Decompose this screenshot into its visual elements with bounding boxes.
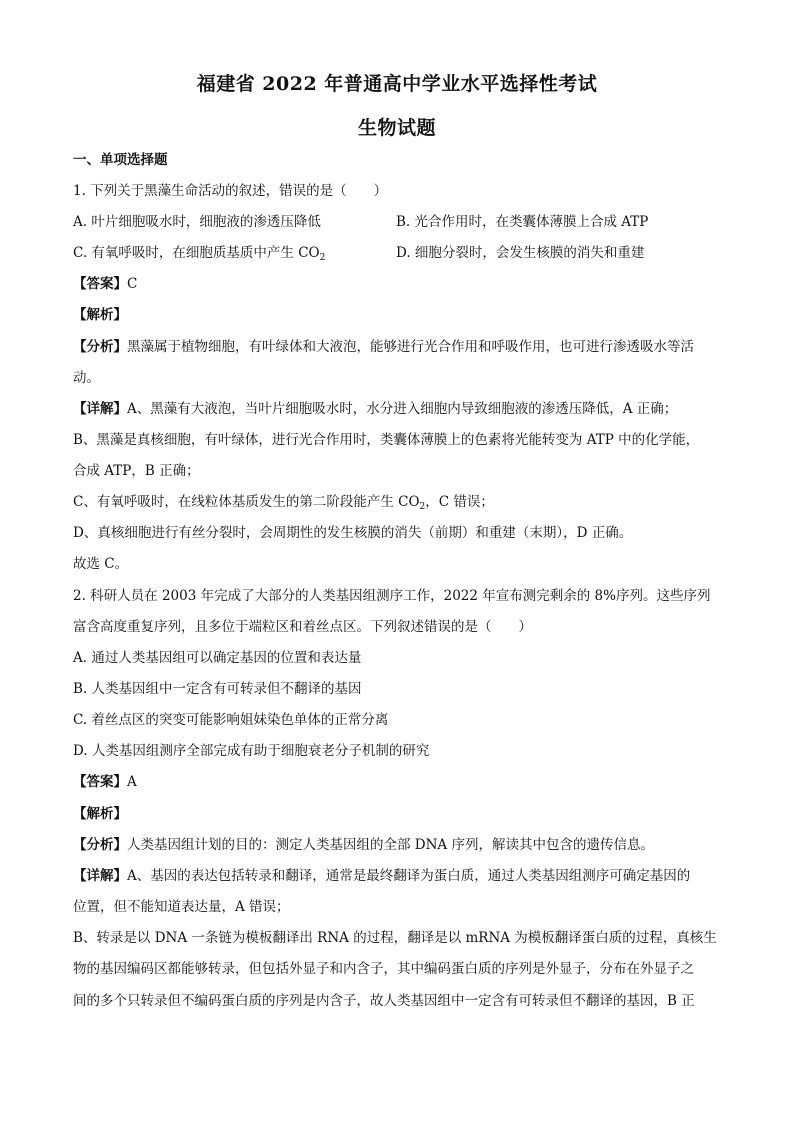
q2-xiangjie-b3: 间的多个只转录但不编码蛋白质的序列是内含子，故人类基因组中一定含有可转录但不翻译的基因，B 正	[73, 993, 695, 1009]
q1-conclusion: 故选 C。	[73, 556, 129, 572]
q1-xiangjie-b2: 合成 ATP，B 正确；	[73, 463, 200, 479]
q2-stem-line2: 富含高度重复序列，且多位于端粒区和着丝点区。下列叙述错误的是（ ）	[73, 619, 532, 635]
q1-answer-value: C	[127, 276, 138, 292]
q1-xiangjie-d: D、真核细胞进行有丝分裂时，会周期性的发生核膜的消失（前期）和重建（末期），D 正确。	[73, 525, 633, 541]
q2-xiangjie-label: 【详解】	[73, 868, 127, 884]
q2-xiangjie-b2: 物的基因编码区都能够转录，但包括外显子和内含子，其中编码蛋白质的序列是外显子，分布在外显子之	[73, 961, 694, 977]
q2-xiangjie-a2: 位置，但不能知道表达量，A 错误；	[73, 899, 290, 915]
q2-analysis-label: 【解析】	[73, 806, 127, 822]
q1-xiangjie-c-subscript: 2	[419, 502, 426, 512]
q1-xiangjie-c	[73, 492, 494, 512]
q1-xiangjie-a-text: A、黑藻有大液泡，当叶片细胞吸水时，水分进入细胞内导致细胞液的渗透压降低，A 正确；	[127, 401, 678, 417]
q1-xiangjie-c-tail: ，C 错误；	[425, 494, 494, 510]
q1-analysis-label: 【解析】	[73, 307, 127, 323]
q1-option-c-text: C. 有氧呼吸时，在细胞质基质中产生 CO	[73, 245, 320, 261]
q1-answer	[73, 274, 137, 294]
q1-option-a: A. 叶片细胞吸水时，细胞液的渗透压降低	[73, 214, 321, 230]
q2-xiangjie-a1-text: A、基因的表达包括转录和翻译，通常是最终翻译为蛋白质，通过人类基因组测序可确定基因的	[127, 868, 691, 884]
q2-fenxi	[73, 835, 654, 855]
q2-xiangjie-a1	[73, 866, 690, 886]
q2-answer	[73, 772, 137, 792]
q1-fenxi-label: 【分析】	[73, 339, 127, 355]
q2-option-b: B. 人类基因组中一定含有可转录但不翻译的基因	[73, 681, 362, 697]
q1-xiangjie-c-text: C、有氧呼吸时，在线粒体基质发生的第二阶段能产生 CO	[73, 494, 420, 510]
q2-answer-label: 【答案】	[73, 774, 127, 790]
q1-option-b: B. 光合作用时，在类囊体薄膜上合成 ATP	[396, 214, 649, 230]
q2-option-c: C. 着丝点区的突变可能影响姐妹染色单体的正常分离	[73, 712, 389, 728]
q2-option-d: D. 人类基因组测序全部完成有助于细胞衰老分子机制的研究	[73, 743, 430, 759]
q1-fenxi-text: 黑藻属于植物细胞，有叶绿体和大液泡，能够进行光合作用和呼吸作用，也可进行渗透吸水等活	[127, 339, 694, 355]
q2-xiangjie-b1: B、转录是以 DNA 一条链为模板翻译出 RNA 的过程，翻译是以 mRNA 为模板翻译蛋白质的过程，真核生	[73, 930, 717, 946]
section-heading: 一、单项选择题	[73, 152, 168, 168]
q2-option-a: A. 通过人类基因组可以确定基因的位置和表达量	[73, 650, 362, 666]
q1-fenxi-line1	[73, 337, 694, 357]
q2-stem-line1: 2. 科研人员在 2003 年完成了大部分的人类基因组测序工作，2022 年宣布测完剩余的 8%序列。这些序列	[73, 588, 711, 604]
document-subtitle: 生物试题	[357, 117, 436, 139]
q1-answer-label: 【答案】	[73, 276, 127, 292]
q1-option-c	[73, 243, 325, 263]
q1-option-d: D. 细胞分裂时，会发生核膜的消失和重建	[396, 245, 645, 261]
q1-option-c-subscript: 2	[319, 253, 326, 263]
q1-xiangjie-label: 【详解】	[73, 401, 127, 417]
document-title: 福建省 2022 年普通高中学业水平选择性考试	[196, 73, 598, 95]
q1-stem: 1. 下列关于黑藻生命活动的叙述，错误的是（ ）	[73, 183, 388, 199]
q1-fenxi-line2: 动。	[73, 370, 100, 386]
q2-answer-value: A	[127, 774, 137, 790]
q2-fenxi-label: 【分析】	[73, 837, 127, 853]
q1-xiangjie-a	[73, 399, 677, 419]
q2-fenxi-text: 人类基因组计划的目的：测定人类基因组的全部 DNA 序列，解读其中包含的遗传信息。	[127, 837, 654, 853]
q1-xiangjie-b1: B、黑藻是真核细胞，有叶绿体，进行光合作用时，类囊体薄膜上的色素将光能转变为 ATP 中的化学能，	[73, 432, 700, 448]
